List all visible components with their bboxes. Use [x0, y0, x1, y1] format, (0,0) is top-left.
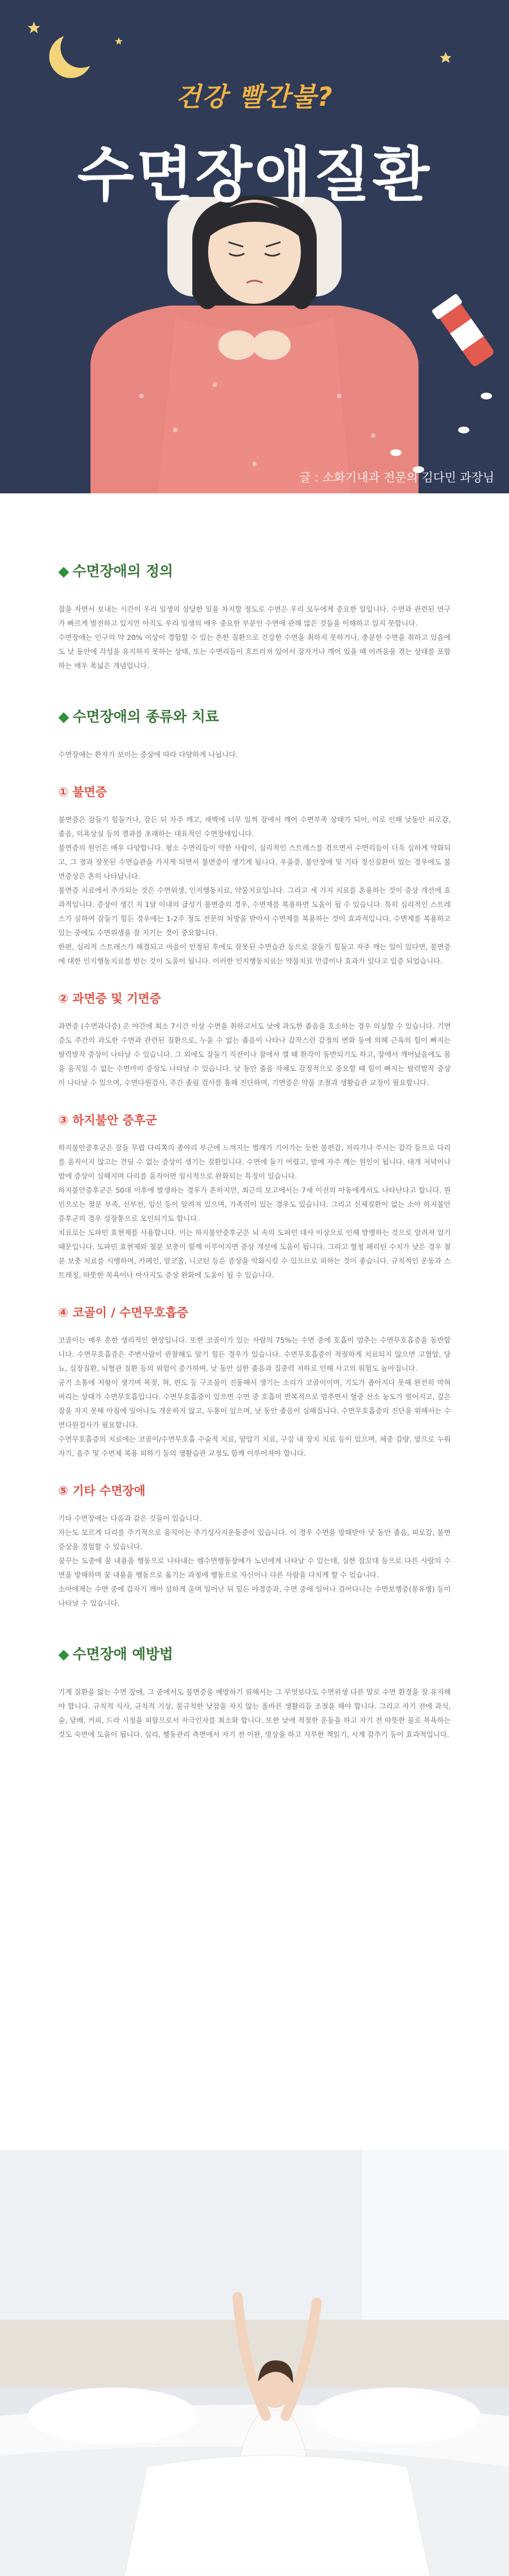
apnea-paragraph-3: 수면무호흡증의 치료에는 코골이/수면무호흡 수술적 치료, 양압기 치료, 구강 내 장치 치료 등이 있으며, 체중 감량, 옆으로 누워 자기, 음주 및 수면제 복용 피하기 등의 생활습관 교정도 함께 이루어져야 합니다. [58, 1435, 451, 1457]
insomnia-paragraph-4: 한편, 심리적 스트레스가 해결되고 마음이 안정된 후에도 잘못된 수면습관 등으로 잠들기 힘들고 자주 깨는 일이 있다면, 불면증에 대한 인지행동치료를 받는 것이 도움이 됩니다. 이러한 인지행동치료는 약물치료 만큼이나 효과가 있다고 입증 되었습니다. [58, 943, 451, 965]
apnea-paragraph-2: 공기 소통에 저항이 생기며 목젖, 혀, 편도 등 구조물이 진동해서 생기는 소리가 코골이이며, 기도가 좁아지다 못해 완전히 막혀버리는 상태가 수면무호흡입니다. 수면무호흡증이 있으면 수면 중 호흡이 반복적으로 멈추면서 혈중 산소 농도가 떨어지고, 깊은 잠을 자지 못해 아침에 일어나도 개운하지 않고, 두통이 있으며, 낮 동안 졸음이 심해집니다. 수면무호흡증의 진단을 위해서는 수면다원검사가 필요합니다. [58, 1378, 451, 1429]
insomnia-paragraph-1: 불면증은 잠들기 힘들거나, 잠든 뒤 자주 깨고, 새벽에 너무 일찍 잠에서 깨어 수면부족 상태가 되어, 이로 인해 낮동안 피로감, 졸음, 의욕상실 등의 결과를 초래하는 대표적인 수면장애입니다. [58, 815, 451, 838]
subheading-hypersomnia: ② 과면증 및 기면증 [58, 992, 161, 1005]
definition-paragraph-1: 잠을 자면서 보내는 시간이 우리 일생의 상당한 일을 차지할 정도로 수면은 우리 모두에게 중요한 일입니다. 수면과 관련된 연구가 빠르게 발전하고 있지만 아직도 우리 일생의 매우 중요한 부분인 수면에 관해 많은 것들을 이해하고 있지 못합니다. [58, 605, 451, 627]
other-paragraph-2: 자는도 모르게 다리를 주기적으로 움직이는 주기성사지운동증이 있습니다. 이 경우 수면을 방해받아 낮 동안 졸음, 피로감, 불면증상을 경험할 수 있습니다. [58, 1528, 451, 1551]
definition-paragraph-2: 수면장애는 인구의 약 20% 이상이 경험할 수 있는 흔한 질환으로 건강한 수면을 취하지 못하거나, 충분한 수면을 취하고 있음에도 낮 동안에 각성을 유지하지 못하는 상태, 또는 수면리듬이 흐트러져 있어서 잠자거나 깨어 있을 때 어려움을 겪는 상태를 포함하는 매우 폭넓은 개념입니다. [58, 633, 451, 670]
subheading-insomnia: ① 불면증 [58, 785, 107, 799]
subheading-other-disorders: ⑤ 기타 수면장애 [58, 1484, 146, 1498]
prevention-paragraph-1: 기계 질환을 앓는 수면 장애, 그 중에서도 불면증을 예방하기 위해서는 그 무엇보다도 수면위생 다른 말로 수면 환경을 잘 유지해야 합니다. 규칙적 식사, 규칙적 기상, 불규칙한 낮잠을 자지 않는 올바른 생활리듬 조절을 해야 합니다. 그리고 자기 전에 과식, 술, 담배, 커피, 드라 시청을 피함으로서 자극인자를 최소화 합니다. 또한 낮에 적절한 운동을 하고 자기 전 따뜻한 물로 목욕하는 것도 숙면에 도움이 됩니다. 심리, 행동관리 측면에서 자기 전 이완, 명상을 하고 지루한 책읽기, 시계 감추기 등이 효과적입니다. [58, 1688, 451, 1739]
morning-stretch-photo [0, 2150, 509, 2576]
diamond-bullet-icon: ◆ [58, 708, 70, 725]
photo-illustration [0, 2150, 509, 2576]
diamond-bullet-icon: ◆ [58, 1646, 70, 1662]
restless-legs-paragraph-3: 치료로는 도파민 효현제를 사용합니다. 이는 하지불안증후군은 뇌 속의 도파민 대사 이상으로 인해 발병하는 것으로 알려져 있기 때문입니다. 도파민 효현제와 철분 보충이 함께 이루어지면 증상 개선에 도움이 됩니다. 그리고 혈청 페리틴 수치가 낮은 경우 철분 보충 치료를 시행하며, 카페인, 알코올, 니코틴 등은 증상을 악화시킬 수 있으므로 피하는 것이 좋습니다. 규칙적인 운동과 스트레칭, 따뜻한 목욕이나 마사지도 증상 완화에 도움이 될 수 있습니다. [58, 1228, 451, 1279]
hero-banner [0, 0, 509, 493]
other-paragraph-3: 꿈꾸는 도중에 꿈 내용을 행동으로 나타내는 렘수면행동장애가 노년에게 나타날 수 있는데, 실한 잠꼬대 등으로 다른 사람의 수면을 방해하며 꿈 내용을 행동으로 옮기는 과정에 행동으로 자신이나 다른 사람을 다치게 할 수 있습니다. [58, 1556, 451, 1579]
subheading-snoring-apnea: ④ 코골이 / 수면무호흡증 [58, 1306, 188, 1319]
diamond-bullet-icon: ◆ [58, 563, 70, 579]
hero-illustration [0, 0, 509, 493]
author-credit: 글 : 소화기내과 전문의 김다민 과장님 [299, 471, 494, 484]
article-body [58, 560, 451, 1741]
section-heading-definition: ◆ 수면장애의 정의 [58, 563, 173, 579]
restless-legs-paragraph-1: 하지불안증후군은 잠들 무렵 다리쪽의 종아리 부근에 느껴지는 벌레가 기어가는 듯한 불편감, 저리거나 쑤시는 감각 등으로 다리를 움직이지 않고는 견딜 수 없는 증상이 생기는 질환입니다. 수면에 들기 어렵고, 밤에 자주 깨는 원인이 됩니다. 대개 저녁이나 밤에 증상이 심해지며 다리를 움직이면 일시적으로 완화되는 특징이 있습니다. [58, 1143, 451, 1180]
restless-legs-paragraph-2: 하지불안증후군은 50대 이후에 발생하는 경우가 흔하지만, 최근의 보고에서는 7세 이전의 아동에게서도 나타난다고 합니다. 원인으로는 철분 부족, 신부전, 임신 등이 알려져 있으며, 가족력이 있는 경우도 있습니다. 그리고 신체질환이 없는 소아 하지불안증후군의 경우 성장통으로 오인되기도 합니다. [58, 1186, 451, 1223]
hero-subtitle: 건강 빨간불? [175, 81, 334, 112]
apnea-paragraph-1: 코골이는 매우 흔한 생리적인 현상입니다. 또한 코골이가 있는 사람의 75%는 수면 중에 호흡이 멈추는 수면무호흡증을 동반합니다. 수면무호흡증은 주변사람이 관찰해도 알기 힘든 경우가 있습니다. 수면무호흡증이 적절하게 치료되지 않으면 고혈압, 당뇨, 심장질환, 뇌혈관 질환 등의 위험이 증가하며, 낮 동안 심한 졸음과 집중력 저하로 인해 사고의 위험도 높아집니다. [58, 1336, 451, 1373]
other-paragraph-4: 소아에게는 수면 중에 갑자기 깨어 심하게 울며 일어난 뒤 힘든 야경증과, 수면 중에 일어나 걸어다니는 수면보행증(몽유병) 등이 나타날 수 있습니다. [58, 1585, 451, 1607]
section-heading-types: ◆ 수면장애의 종류와 치료 [58, 708, 219, 725]
section-heading-prevention: ◆ 수면장애 예방법 [58, 1646, 173, 1662]
moon-icon [49, 27, 101, 78]
page-title: 수면장애질환 [77, 140, 432, 209]
insomnia-paragraph-2: 불면증의 원인은 매우 다양합니다. 평소 수면리듬이 약한 사람이, 심리적인 스트레스를 겪으면서 수면리듬이 더욱 심하게 약화되고, 그 결과 잘못된 수면습관을 가지게 되면서 불면증이 생기게 됩니다. 우울증, 불안장애 및 기타 정신질환이 있는 경우에도 불면증상은 흔히 나타납니다. [58, 844, 451, 880]
other-paragraph-1: 기타 수면장애는 다음과 같은 것들이 있습니다. [58, 1514, 202, 1523]
insomnia-paragraph-3: 불면증 치료에서 추가되는 것은 수면위생, 인지행동치료, 약물치료입니다. 그리고 세 가지 치료를 혼용하는 것이 증상 개선에 효과적입니다. 증상이 생긴 지 1달 이내의 급성기 불면증의 경우, 수면제를 복용하면 도움이 될 수 있습니다. 특히 심리적인 스트레스가 심하여 잠들기 힘든 경우에는 1-2주 정도 전문의 처방을 받아서 수면제를 복용하는 것이 효과적입니다. 수면제를 복용하고 있는 중에도 수면위생을 잘 지키는 것이 중요합니다. [58, 886, 451, 937]
types-intro: 수면장애는 환자가 보이는 증상에 따라 다양하게 나뉩니다. [58, 750, 238, 759]
subheading-restless-legs: ③ 하지불안 증후군 [58, 1113, 157, 1127]
hypersomnia-paragraph-1: 과면증 (수면과다증) 은 야간에 최소 7시간 이상 수면을 취하고서도 낮에 과도한 졸음을 호소하는 경우 의심할 수 있습니다. 기면증도 주간의 과도한 수면과 관련된 질환으로, 누울 수 없는 졸음이 나타나 갑작스런 감정의 변화 등에 의해 근육의 힘이 빠지는 탈력발작 증상이 나타날 수 있습니다. 그 외에도 잠들기 직전이나 잠에서 깰 때 환각이 동반되기도 하고, 잠에서 깨어났음에도 몸을 움직일 수 없는 수면마비 증상도 나타날 수 있습니다. 낮 동안 졸음 자체도 감정적으로 중요할 때 힘이 빠지는 탈력발작 증상이 나타날 수 있으며, 수면다원검사, 주간 졸림 검사를 통해 진단하며, 기면증은 약물 조절과 생활습관 교정이 필요합니다. [58, 1022, 451, 1087]
